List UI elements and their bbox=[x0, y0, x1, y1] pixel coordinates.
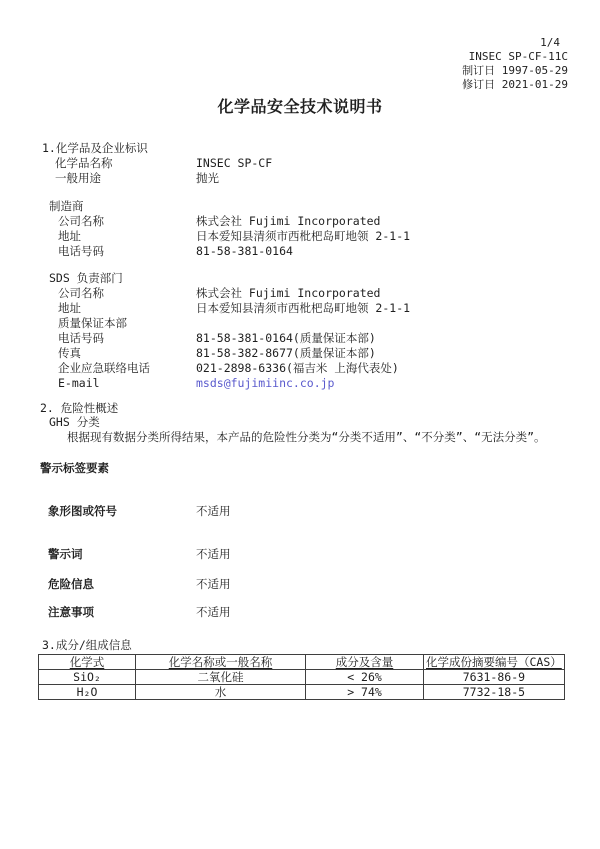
table-header-row bbox=[39, 655, 565, 670]
field-label: 电话号码 bbox=[58, 244, 104, 258]
field-mfr-phone bbox=[58, 244, 293, 259]
section1-heading: 1.化学品及企业标识 bbox=[42, 141, 148, 155]
field-sds-phone bbox=[58, 331, 376, 346]
section3-heading: 3.成分/组成信息 bbox=[42, 638, 132, 652]
field-value: 日本爱知县清须市西枇杷岛町地领 2-1-1 bbox=[196, 229, 411, 243]
field-value: 抛光 bbox=[196, 171, 219, 185]
cell-chemical-name: 二氧化硅 bbox=[136, 670, 306, 685]
field-label: 地址 bbox=[58, 301, 81, 315]
field-value: 不适用 bbox=[196, 605, 231, 619]
composition-table bbox=[38, 654, 565, 700]
cell-formula: SiO₂ bbox=[39, 670, 136, 685]
field-value: 81-58-381-0164 bbox=[196, 244, 293, 258]
field-pictogram bbox=[48, 504, 231, 519]
page-title: 化学品安全技术说明书 bbox=[217, 97, 383, 116]
document-code: INSEC SP-CF-11C bbox=[468, 50, 568, 63]
field-label: 一般用途 bbox=[55, 171, 101, 185]
field-value: INSEC SP-CF bbox=[196, 156, 273, 170]
header-cell-formula: 化学式 bbox=[39, 655, 136, 670]
cell-cas-number: 7631-86-9 bbox=[424, 670, 565, 685]
field-email bbox=[58, 376, 334, 391]
field-label: 注意事项 bbox=[48, 605, 94, 619]
field-value: 81-58-382-8677(质量保证本部) bbox=[196, 346, 376, 360]
field-label: 电话号码 bbox=[58, 331, 104, 345]
field-label: 传真 bbox=[58, 346, 81, 360]
field-label: 化学品名称 bbox=[55, 156, 113, 170]
field-label: 危险信息 bbox=[48, 577, 94, 591]
cell-content: < 26% bbox=[306, 670, 424, 685]
ghs-classification-heading: GHS 分类 bbox=[49, 415, 100, 429]
cell-content: > 74% bbox=[306, 685, 424, 700]
field-label: 警示词 bbox=[48, 547, 83, 561]
field-value: 日本爱知县清须市西枇杷岛町地领 2-1-1 bbox=[196, 301, 411, 315]
field-signal-word bbox=[48, 547, 231, 562]
manufacturer-heading: 制造商 bbox=[49, 199, 84, 213]
field-precautions bbox=[48, 605, 231, 620]
field-sds-fax bbox=[58, 346, 376, 361]
email-link[interactable]: msds@fujimiinc.co.jp bbox=[196, 376, 335, 390]
field-quality-assurance bbox=[58, 316, 196, 331]
header-cell-chemical-name: 化学名称或一般名称 bbox=[136, 655, 306, 670]
section2-heading: 2. 危险性概述 bbox=[40, 401, 119, 415]
field-value: 株式会社 Fujimi Incorporated bbox=[196, 214, 381, 228]
field-value: 株式会社 Fujimi Incorporated bbox=[196, 286, 381, 300]
revised-date: 修订日 2021-01-29 bbox=[462, 78, 568, 91]
field-label: 企业应急联络电话 bbox=[58, 361, 150, 375]
page-number: 1/4 bbox=[540, 36, 560, 49]
cell-cas-number: 7732-18-5 bbox=[424, 685, 565, 700]
table-row bbox=[39, 670, 565, 685]
field-value: 不适用 bbox=[196, 547, 231, 561]
field-general-use bbox=[55, 171, 219, 186]
field-value: 不适用 bbox=[196, 504, 231, 518]
label-elements-heading: 警示标签要素 bbox=[40, 461, 109, 475]
header-cell-content: 成分及含量 bbox=[306, 655, 424, 670]
field-label: 质量保证本部 bbox=[58, 316, 127, 330]
field-mfr-address bbox=[58, 229, 410, 244]
field-label: 地址 bbox=[58, 229, 81, 243]
field-sds-address bbox=[58, 301, 410, 316]
field-label: E-mail bbox=[58, 376, 100, 390]
established-date: 制订日 1997-05-29 bbox=[462, 64, 568, 77]
table-row bbox=[39, 685, 565, 700]
field-chemical-name bbox=[55, 156, 272, 171]
ghs-classification-statement: 根据现有数据分类所得结果，本产品的危险性分类为“分类不适用”、“不分类”、“无法分类”。 bbox=[67, 430, 546, 444]
document-header bbox=[462, 36, 568, 92]
header-cell-cas-number: 化学成份摘要编号（CAS） bbox=[424, 655, 565, 670]
field-label: 象形图或符号 bbox=[48, 504, 117, 518]
field-hazard-statement bbox=[48, 577, 231, 592]
field-mfr-company bbox=[58, 214, 380, 229]
field-label: 公司名称 bbox=[58, 286, 104, 300]
field-sds-company bbox=[58, 286, 380, 301]
field-value: 不适用 bbox=[196, 577, 231, 591]
field-value: 021-2898-6336(福吉米 上海代表处) bbox=[196, 361, 399, 375]
field-label: 公司名称 bbox=[58, 214, 104, 228]
cell-formula: H₂O bbox=[39, 685, 136, 700]
field-emergency-phone bbox=[58, 361, 399, 376]
sds-department-heading: SDS 负责部门 bbox=[49, 271, 123, 285]
cell-chemical-name: 水 bbox=[136, 685, 306, 700]
field-value: 81-58-381-0164(质量保证本部) bbox=[196, 331, 376, 345]
